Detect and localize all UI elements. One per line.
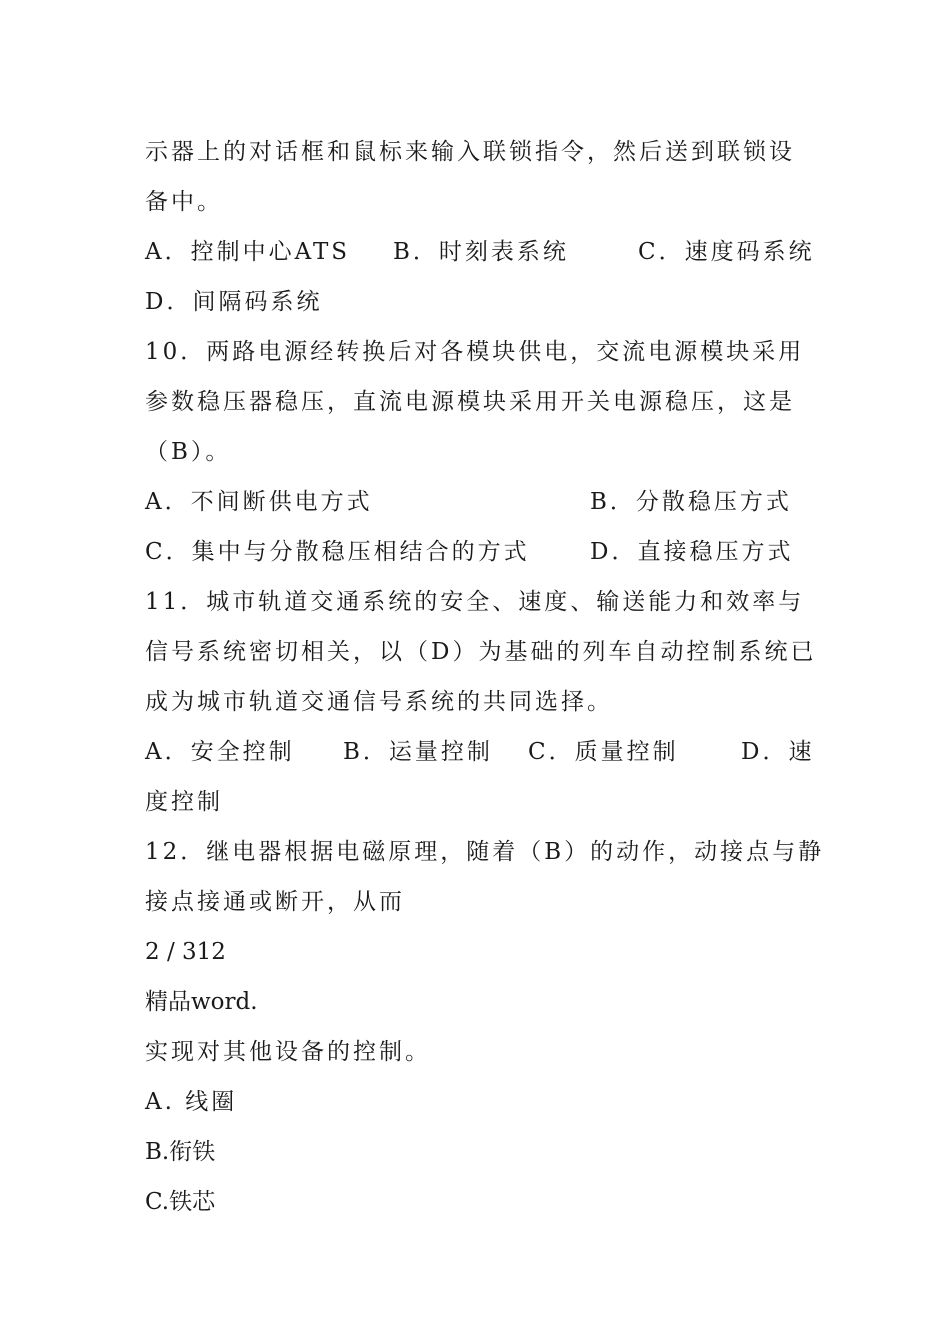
q9-option-c: C．速度码系统 (638, 239, 815, 265)
q9-option-d: D．间隔码系统 (145, 289, 323, 315)
q9-option-b: B．时刻表系统 (393, 239, 569, 265)
footer-watermark-text: 精品word. (145, 989, 258, 1015)
q11-option-c: C．质量控制 (528, 739, 679, 765)
q12-option-b: B.衔铁 (145, 1139, 216, 1165)
q12-text-line-2: 接点接通或断开，从而 (145, 889, 405, 915)
q9-text-line-1: 示器上的对话框和鼠标来输入联锁指令，然后送到联锁设 (145, 139, 795, 165)
q11-option-d: D．速 (741, 739, 815, 765)
q10-text-line-2: 参数稳压器稳压，直流电源模块采用开关电源稳压，这是 (145, 389, 795, 415)
q12-option-a: A. 线圈 (145, 1089, 238, 1115)
q9-text-line-2: 备中。 (145, 189, 223, 215)
q11-text-line-2: 信号系统密切相关，以（D）为基础的列车自动控制系统已 (145, 639, 817, 665)
q10-text-line-1: 10．两路电源经转换后对各模块供电，交流电源模块采用 (145, 339, 805, 365)
q11-option-b: B．运量控制 (343, 739, 493, 765)
q10-text-line-3: （B）。 (145, 439, 232, 465)
q9-option-a: A．控制中心ATS (145, 239, 351, 265)
q10-option-b: B．分散稳压方式 (590, 489, 792, 515)
q12-text-line-3: 实现对其他设备的控制。 (145, 1039, 431, 1065)
q10-option-c: C．集中与分散稳压相结合的方式 (145, 539, 530, 565)
q11-option-a: A．安全控制 (145, 739, 295, 765)
q10-option-d: D．直接稳压方式 (590, 539, 794, 565)
q10-option-a: A．不间断供电方式 (145, 489, 373, 515)
q11-text-line-3: 成为城市轨道交通信号系统的共同选择。 (145, 689, 613, 715)
page-number: 2 / 312 (145, 939, 226, 965)
q11-option-d-continuation: 度控制 (145, 789, 223, 815)
q11-text-line-1: 11．城市轨道交通系统的安全、速度、输送能力和效率与 (145, 589, 805, 615)
q12-text-line-1: 12．继电器根据电磁原理，随着（B）的动作，动接点与静 (145, 839, 825, 865)
q12-option-c: C.铁芯 (145, 1189, 216, 1215)
